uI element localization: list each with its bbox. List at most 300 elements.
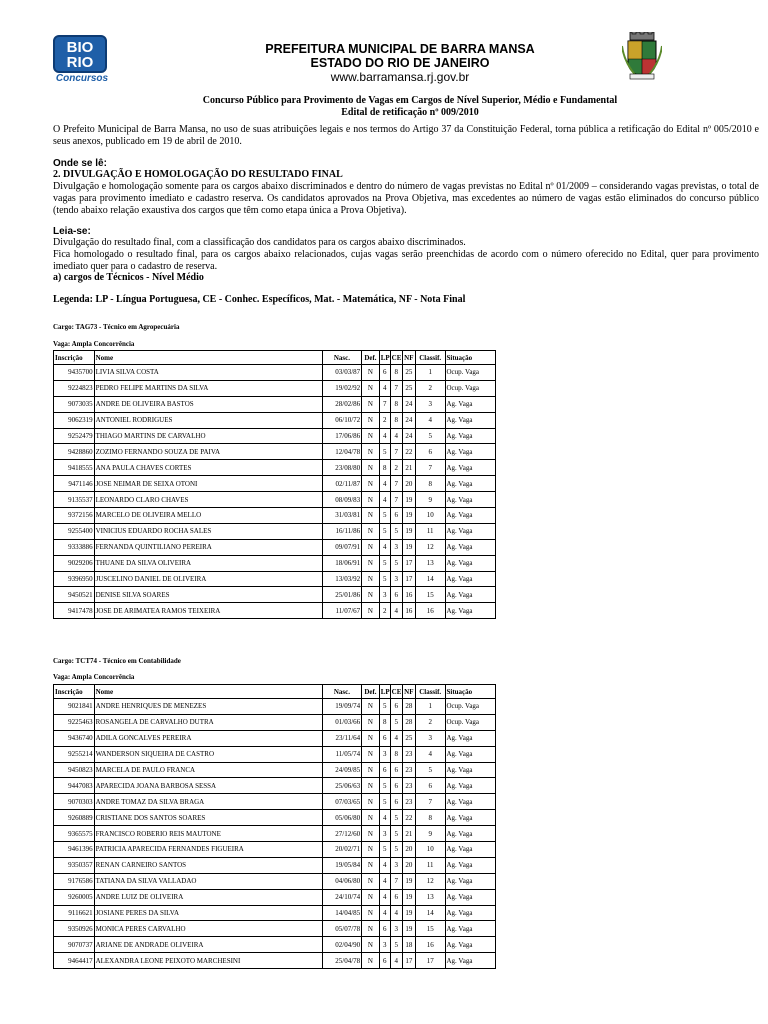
nf-cell: 19 <box>402 492 415 508</box>
def-cell: N <box>362 905 380 921</box>
results-table-tag73 <box>53 350 496 619</box>
column-header: LP <box>379 351 390 365</box>
def-cell: N <box>362 571 380 587</box>
table-row <box>54 412 496 428</box>
ce-cell: 7 <box>390 873 402 889</box>
table-row <box>54 444 496 460</box>
inscricao-cell: 9260889 <box>54 810 95 826</box>
nf-cell: 25 <box>402 730 415 746</box>
situacao-cell: Ag. Vaga <box>445 857 496 873</box>
nome-cell: PEDRO FELIPE MARTINS DA SILVA <box>94 380 322 396</box>
table-row <box>54 555 496 571</box>
nome-cell: PATRICIA APARECIDA FERNANDES FIGUEIRA <box>94 842 322 858</box>
classif-cell: 4 <box>415 412 445 428</box>
situacao-cell: Ag. Vaga <box>445 539 496 555</box>
def-cell: N <box>362 587 380 603</box>
def-cell: N <box>362 762 380 778</box>
column-header: Inscrição <box>54 351 95 365</box>
situacao-cell: Ag. Vaga <box>445 444 496 460</box>
nf-cell: 23 <box>402 746 415 762</box>
lp-cell: 6 <box>379 762 390 778</box>
state-name: ESTADO DO RIO DE JANEIRO <box>310 56 490 70</box>
nome-cell: MARCELA DE PAULO FRANCA <box>94 762 322 778</box>
nome-cell: THUANE DA SILVA OLIVEIRA <box>94 555 322 571</box>
lp-cell: 6 <box>379 730 390 746</box>
nf-cell: 16 <box>402 587 415 603</box>
column-header: Nome <box>94 685 322 699</box>
situacao-cell: Ag. Vaga <box>445 523 496 539</box>
cargo-label: Cargo: TCT74 - Técnico em Contabilidade <box>53 657 181 665</box>
classif-cell: 9 <box>415 492 445 508</box>
nome-cell: WANDERSON SIQUEIRA DE CASTRO <box>94 746 322 762</box>
nome-cell: JUSCELINO DANIEL DE OLIVEIRA <box>94 571 322 587</box>
classif-cell: 14 <box>415 571 445 587</box>
nasc-cell: 08/09/83 <box>322 492 361 508</box>
inscricao-cell: 9255400 <box>54 523 95 539</box>
inscricao-cell: 9176586 <box>54 873 95 889</box>
situacao-cell: Ag. Vaga <box>445 746 496 762</box>
inscricao-cell: 9224823 <box>54 380 95 396</box>
situacao-cell: Ag. Vaga <box>445 476 496 492</box>
lp-cell: 5 <box>379 571 390 587</box>
classif-cell: 8 <box>415 476 445 492</box>
situacao-cell: Ag. Vaga <box>445 571 496 587</box>
inscricao-cell: 9260005 <box>54 889 95 905</box>
classif-cell: 17 <box>415 953 445 969</box>
inscricao-cell: 9255214 <box>54 746 95 762</box>
website-url: www.barramansa.rj.gov.br <box>330 70 470 84</box>
inscricao-cell: 9372156 <box>54 508 95 524</box>
def-cell: N <box>362 826 380 842</box>
lp-cell: 4 <box>379 492 390 508</box>
situacao-cell: Ag. Vaga <box>445 953 496 969</box>
ce-cell: 6 <box>390 794 402 810</box>
nf-cell: 19 <box>402 508 415 524</box>
nome-cell: FERNANDA QUINTILIANO PEREIRA <box>94 539 322 555</box>
nasc-cell: 24/09/85 <box>322 762 361 778</box>
column-header: Def. <box>362 685 380 699</box>
def-cell: N <box>362 921 380 937</box>
classif-cell: 3 <box>415 396 445 412</box>
table-row <box>54 762 496 778</box>
def-cell: N <box>362 714 380 730</box>
table-row <box>54 539 496 555</box>
nasc-cell: 19/09/74 <box>322 699 361 715</box>
ce-cell: 4 <box>390 730 402 746</box>
table-row <box>54 587 496 603</box>
nome-cell: RENAN CARNEIRO SANTOS <box>94 857 322 873</box>
inscricao-cell: 9450521 <box>54 587 95 603</box>
column-header: Classif. <box>415 351 445 365</box>
nf-cell: 20 <box>402 476 415 492</box>
nf-cell: 25 <box>402 380 415 396</box>
nasc-cell: 19/05/84 <box>322 857 361 873</box>
situacao-cell: Ag. Vaga <box>445 778 496 794</box>
def-cell: N <box>362 873 380 889</box>
classif-cell: 16 <box>415 603 445 619</box>
inscricao-cell: 9070737 <box>54 937 95 953</box>
situacao-cell: Ag. Vaga <box>445 396 496 412</box>
def-cell: N <box>362 842 380 858</box>
table-row <box>54 778 496 794</box>
inscricao-cell: 9447083 <box>54 778 95 794</box>
nome-cell: THIAGO MARTINS DE CARVALHO <box>94 428 322 444</box>
nome-cell: ZOZIMO FERNANDO SOUZA DE PAIVA <box>94 444 322 460</box>
lp-cell: 6 <box>379 921 390 937</box>
nome-cell: ANDRE DE OLIVEIRA BASTOS <box>94 396 322 412</box>
nf-cell: 17 <box>402 571 415 587</box>
column-header: LP <box>379 685 390 699</box>
def-cell: N <box>362 412 380 428</box>
nf-cell: 19 <box>402 539 415 555</box>
ce-cell: 7 <box>390 476 402 492</box>
classif-cell: 2 <box>415 380 445 396</box>
classif-cell: 7 <box>415 460 445 476</box>
inscricao-cell: 9428860 <box>54 444 95 460</box>
nome-cell: ANDRE TOMAZ DA SILVA BRAGA <box>94 794 322 810</box>
onde-se-le-paragraph: Divulgação e homologação somente para os cargos abaixo discriminados e dentro do número de vagas previstas no Edital nº 01/2009 – considerando vagas previstas, o total de vagas para provimento imediato e cadastro reserva. Os candidatos aprovados na Prova Objetiva, mas excedentes ao número de vagas estão eliminados do concurso público (tendo abaixo relação exaustiva dos cargos que têm como etapa única a Prova Objetiva). <box>53 181 759 216</box>
nf-cell: 18 <box>402 937 415 953</box>
nf-cell: 24 <box>402 412 415 428</box>
situacao-cell: Ag. Vaga <box>445 587 496 603</box>
nf-cell: 23 <box>402 778 415 794</box>
ce-cell: 5 <box>390 714 402 730</box>
ce-cell: 4 <box>390 603 402 619</box>
table-row <box>54 365 496 381</box>
situacao-cell: Ag. Vaga <box>445 762 496 778</box>
edital-number: Edital de retificação nº 009/2010 <box>341 107 479 118</box>
ce-cell: 5 <box>390 523 402 539</box>
lp-cell: 6 <box>379 953 390 969</box>
def-cell: N <box>362 699 380 715</box>
lp-cell: 4 <box>379 889 390 905</box>
def-cell: N <box>362 396 380 412</box>
table-row <box>54 730 496 746</box>
lp-cell: 4 <box>379 873 390 889</box>
inscricao-cell: 9135537 <box>54 492 95 508</box>
column-header: CE <box>390 351 402 365</box>
nome-cell: MONICA PERES CARVALHO <box>94 921 322 937</box>
table-header-row <box>54 685 496 699</box>
def-cell: N <box>362 730 380 746</box>
nome-cell: ANTONIEL RODRIGUES <box>94 412 322 428</box>
lp-cell: 3 <box>379 937 390 953</box>
classif-cell: 11 <box>415 523 445 539</box>
inscricao-cell: 9435700 <box>54 365 95 381</box>
leia-se-line-1: Divulgação do resultado final, com a classificação dos candidatos para os cargos abaixo discriminados. <box>53 237 466 248</box>
nf-cell: 28 <box>402 699 415 715</box>
classif-cell: 12 <box>415 539 445 555</box>
def-cell: N <box>362 476 380 492</box>
table-row <box>54 508 496 524</box>
nasc-cell: 23/11/64 <box>322 730 361 746</box>
nasc-cell: 16/11/86 <box>322 523 361 539</box>
def-cell: N <box>362 365 380 381</box>
table-row <box>54 921 496 937</box>
ce-cell: 8 <box>390 746 402 762</box>
classif-cell: 13 <box>415 889 445 905</box>
def-cell: N <box>362 953 380 969</box>
nasc-cell: 13/03/92 <box>322 571 361 587</box>
nf-cell: 19 <box>402 873 415 889</box>
nasc-cell: 05/07/78 <box>322 921 361 937</box>
nome-cell: JOSE DE ARIMATEA RAMOS TEIXEIRA <box>94 603 322 619</box>
lp-cell: 5 <box>379 555 390 571</box>
inscricao-cell: 9116621 <box>54 905 95 921</box>
def-cell: N <box>362 778 380 794</box>
lp-cell: 8 <box>379 460 390 476</box>
nasc-cell: 20/02/71 <box>322 842 361 858</box>
lp-cell: 5 <box>379 842 390 858</box>
nf-cell: 19 <box>402 889 415 905</box>
nome-cell: ANDRE HENRIQUES DE MENEZES <box>94 699 322 715</box>
ce-cell: 3 <box>390 857 402 873</box>
classif-cell: 16 <box>415 937 445 953</box>
nf-cell: 17 <box>402 953 415 969</box>
lp-cell: 4 <box>379 905 390 921</box>
ce-cell: 5 <box>390 555 402 571</box>
table-row <box>54 396 496 412</box>
column-header: Inscrição <box>54 685 95 699</box>
logo-line-2: RIO <box>66 54 94 71</box>
ce-cell: 2 <box>390 460 402 476</box>
nasc-cell: 06/10/72 <box>322 412 361 428</box>
ce-cell: 6 <box>390 778 402 794</box>
ce-cell: 6 <box>390 508 402 524</box>
nasc-cell: 04/06/80 <box>322 873 361 889</box>
table-row <box>54 905 496 921</box>
nf-cell: 21 <box>402 826 415 842</box>
lp-cell: 4 <box>379 810 390 826</box>
table-row <box>54 603 496 619</box>
table-row <box>54 460 496 476</box>
def-cell: N <box>362 539 380 555</box>
ce-cell: 8 <box>390 412 402 428</box>
lp-cell: 4 <box>379 539 390 555</box>
nasc-cell: 07/03/65 <box>322 794 361 810</box>
situacao-cell: Ocup. Vaga <box>445 714 496 730</box>
nf-cell: 19 <box>402 523 415 539</box>
nf-cell: 16 <box>402 603 415 619</box>
inscricao-cell: 9333886 <box>54 539 95 555</box>
nome-cell: JOSE NEIMAR DE SEIXA OTONI <box>94 476 322 492</box>
lp-cell: 5 <box>379 523 390 539</box>
ce-cell: 6 <box>390 889 402 905</box>
table-row <box>54 476 496 492</box>
situacao-cell: Ag. Vaga <box>445 889 496 905</box>
inscricao-cell: 9365575 <box>54 826 95 842</box>
inscricao-cell: 9417478 <box>54 603 95 619</box>
classif-cell: 15 <box>415 921 445 937</box>
nf-cell: 20 <box>402 857 415 873</box>
nasc-cell: 19/02/92 <box>322 380 361 396</box>
lp-cell: 6 <box>379 365 390 381</box>
table-row <box>54 873 496 889</box>
nasc-cell: 25/04/78 <box>322 953 361 969</box>
nf-cell: 24 <box>402 396 415 412</box>
nf-cell: 20 <box>402 842 415 858</box>
column-header: Classif. <box>415 685 445 699</box>
nf-cell: 19 <box>402 905 415 921</box>
legend: Legenda: LP - Língua Portuguesa, CE - Conhec. Específicos, Mat. - Matemática, NF - Nota Final <box>53 294 466 305</box>
inscricao-cell: 9461396 <box>54 842 95 858</box>
classif-cell: 12 <box>415 873 445 889</box>
nf-cell: 17 <box>402 555 415 571</box>
classif-cell: 11 <box>415 857 445 873</box>
ce-cell: 7 <box>390 380 402 396</box>
lp-cell: 5 <box>379 508 390 524</box>
table-row <box>54 826 496 842</box>
nf-cell: 24 <box>402 428 415 444</box>
classif-cell: 1 <box>415 699 445 715</box>
ce-cell: 6 <box>390 587 402 603</box>
situacao-cell: Ag. Vaga <box>445 730 496 746</box>
nf-cell: 22 <box>402 444 415 460</box>
table-row <box>54 794 496 810</box>
classif-cell: 9 <box>415 826 445 842</box>
ce-cell: 7 <box>390 444 402 460</box>
table-row <box>54 810 496 826</box>
table-row <box>54 746 496 762</box>
lp-cell: 2 <box>379 412 390 428</box>
inscricao-cell: 9073035 <box>54 396 95 412</box>
nome-cell: FRANCISCO ROBERIO REIS MAUTONE <box>94 826 322 842</box>
situacao-cell: Ag. Vaga <box>445 921 496 937</box>
ce-cell: 6 <box>390 762 402 778</box>
lp-cell: 5 <box>379 778 390 794</box>
classif-cell: 6 <box>415 778 445 794</box>
inscricao-cell: 9029206 <box>54 555 95 571</box>
column-header: NF <box>402 351 415 365</box>
ce-cell: 8 <box>390 365 402 381</box>
nome-cell: ANDRE LUIZ DE OLIVEIRA <box>94 889 322 905</box>
nf-cell: 23 <box>402 762 415 778</box>
intro-paragraph: O Prefeito Municipal de Barra Mansa, no uso de suas atribuições legais e nos termos do Artigo 37 da Constituição Federal, torna pública a retificação do Edital nº 005/2010 e seus anexos, publicado em 19 de abril de 2010. <box>53 124 759 147</box>
nasc-cell: 11/05/74 <box>322 746 361 762</box>
nasc-cell: 11/07/67 <box>322 603 361 619</box>
situacao-cell: Ag. Vaga <box>445 492 496 508</box>
nome-cell: DENISE SILVA SOARES <box>94 587 322 603</box>
situacao-cell: Ag. Vaga <box>445 412 496 428</box>
nf-cell: 23 <box>402 794 415 810</box>
inscricao-cell: 9070303 <box>54 794 95 810</box>
def-cell: N <box>362 794 380 810</box>
lp-cell: 3 <box>379 587 390 603</box>
classif-cell: 5 <box>415 428 445 444</box>
ce-cell: 3 <box>390 539 402 555</box>
leia-se-heading: Leia-se: <box>53 226 91 237</box>
nasc-cell: 05/06/80 <box>322 810 361 826</box>
table-row <box>54 492 496 508</box>
ce-cell: 5 <box>390 810 402 826</box>
lp-cell: 2 <box>379 603 390 619</box>
inscricao-cell: 9471146 <box>54 476 95 492</box>
classif-cell: 2 <box>415 714 445 730</box>
classif-cell: 7 <box>415 794 445 810</box>
column-header: Def. <box>362 351 380 365</box>
nasc-cell: 09/07/91 <box>322 539 361 555</box>
results-table-tct74 <box>53 684 496 969</box>
nome-cell: MARCELO DE OLIVEIRA MELLO <box>94 508 322 524</box>
leia-se-line-2: Fica homologado o resultado final, para os cargos abaixo relacionados, cujas vagas serão preenchidas de acordo com o número oferecido no Edital, quer para provimento imediato quer para o cadastro de reserva. <box>53 249 759 272</box>
table-row <box>54 953 496 969</box>
ce-cell: 6 <box>390 699 402 715</box>
table-row <box>54 842 496 858</box>
inscricao-cell: 9252479 <box>54 428 95 444</box>
situacao-cell: Ag. Vaga <box>445 603 496 619</box>
def-cell: N <box>362 380 380 396</box>
column-header: Situação <box>445 685 496 699</box>
table-row <box>54 571 496 587</box>
table-row <box>54 523 496 539</box>
lp-cell: 4 <box>379 428 390 444</box>
classif-cell: 13 <box>415 555 445 571</box>
situacao-cell: Ag. Vaga <box>445 826 496 842</box>
def-cell: N <box>362 508 380 524</box>
nasc-cell: 17/06/86 <box>322 428 361 444</box>
classif-cell: 8 <box>415 810 445 826</box>
classif-cell: 15 <box>415 587 445 603</box>
lp-cell: 4 <box>379 857 390 873</box>
classif-cell: 10 <box>415 508 445 524</box>
classif-cell: 14 <box>415 905 445 921</box>
column-header: Nome <box>94 351 322 365</box>
def-cell: N <box>362 603 380 619</box>
inscricao-cell: 9225463 <box>54 714 95 730</box>
nasc-cell: 25/01/86 <box>322 587 361 603</box>
lp-cell: 5 <box>379 444 390 460</box>
classif-cell: 5 <box>415 762 445 778</box>
def-cell: N <box>362 810 380 826</box>
nasc-cell: 02/04/90 <box>322 937 361 953</box>
column-header: CE <box>390 685 402 699</box>
nasc-cell: 14/04/85 <box>322 905 361 921</box>
situacao-cell: Ag. Vaga <box>445 428 496 444</box>
nasc-cell: 03/03/87 <box>322 365 361 381</box>
classif-cell: 4 <box>415 746 445 762</box>
def-cell: N <box>362 555 380 571</box>
nome-cell: VINICIUS EDUARDO ROCHA SALES <box>94 523 322 539</box>
nasc-cell: 28/02/86 <box>322 396 361 412</box>
column-header: Situação <box>445 351 496 365</box>
nome-cell: ANA PAULA CHAVES CORTES <box>94 460 322 476</box>
def-cell: N <box>362 492 380 508</box>
table-row <box>54 380 496 396</box>
ce-cell: 3 <box>390 571 402 587</box>
nome-cell: APARECIDA JOANA BARBOSA SESSA <box>94 778 322 794</box>
inscricao-cell: 9062319 <box>54 412 95 428</box>
inscricao-cell: 9350926 <box>54 921 95 937</box>
situacao-cell: Ocup. Vaga <box>445 699 496 715</box>
lp-cell: 3 <box>379 746 390 762</box>
def-cell: N <box>362 746 380 762</box>
column-header: Nasc. <box>322 351 361 365</box>
def-cell: N <box>362 523 380 539</box>
ce-cell: 7 <box>390 492 402 508</box>
nasc-cell: 31/03/81 <box>322 508 361 524</box>
bio-rio-logo <box>53 35 107 87</box>
def-cell: N <box>362 460 380 476</box>
lp-cell: 7 <box>379 396 390 412</box>
lp-cell: 4 <box>379 380 390 396</box>
situacao-cell: Ocup. Vaga <box>445 380 496 396</box>
table-header-row <box>54 351 496 365</box>
cargos-tecnicos-heading: a) cargos de Técnicos - Nível Médio <box>53 272 204 283</box>
table-row <box>54 889 496 905</box>
classif-cell: 1 <box>415 365 445 381</box>
situacao-cell: Ag. Vaga <box>445 794 496 810</box>
nasc-cell: 25/06/63 <box>322 778 361 794</box>
